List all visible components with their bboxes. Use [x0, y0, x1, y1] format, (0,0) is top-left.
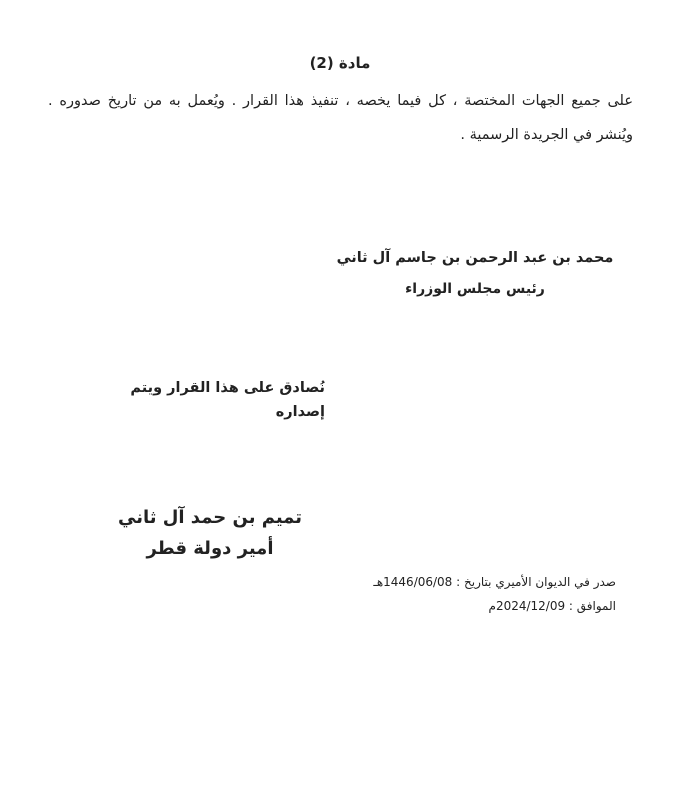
article-heading: مادة (2) — [309, 54, 371, 72]
prime-minister-name: محمد بن عبد الرحمن بن جاسم آل ثاني — [336, 250, 614, 266]
approval-statement: نُصادق على هذا القرار ويتم إصداره — [130, 380, 325, 420]
issuance-hijri-date: صدر في الديوان الأميري بتاريخ : 1446/06/08هـ — [373, 575, 616, 589]
prime-minister-title: رئيس مجلس الوزراء — [405, 281, 545, 297]
article-body: على جميع الجهات المختصة ، كل فيما يخصه ، تنفيذ هذا القرار . ويُعمل به من تاريخ صدوره . ويُنشر في الجريدة الرسمية . — [48, 93, 633, 143]
emir-title: أمير دولة قطر — [146, 538, 274, 559]
emir-name: تميم بن حمد آل ثاني — [117, 507, 303, 528]
issuance-gregorian-date: الموافق : 2024/12/09م — [488, 599, 616, 613]
prime-minister-signature-block — [330, 244, 620, 303]
emir-signature-block — [95, 502, 325, 564]
issuance-block — [366, 570, 616, 618]
